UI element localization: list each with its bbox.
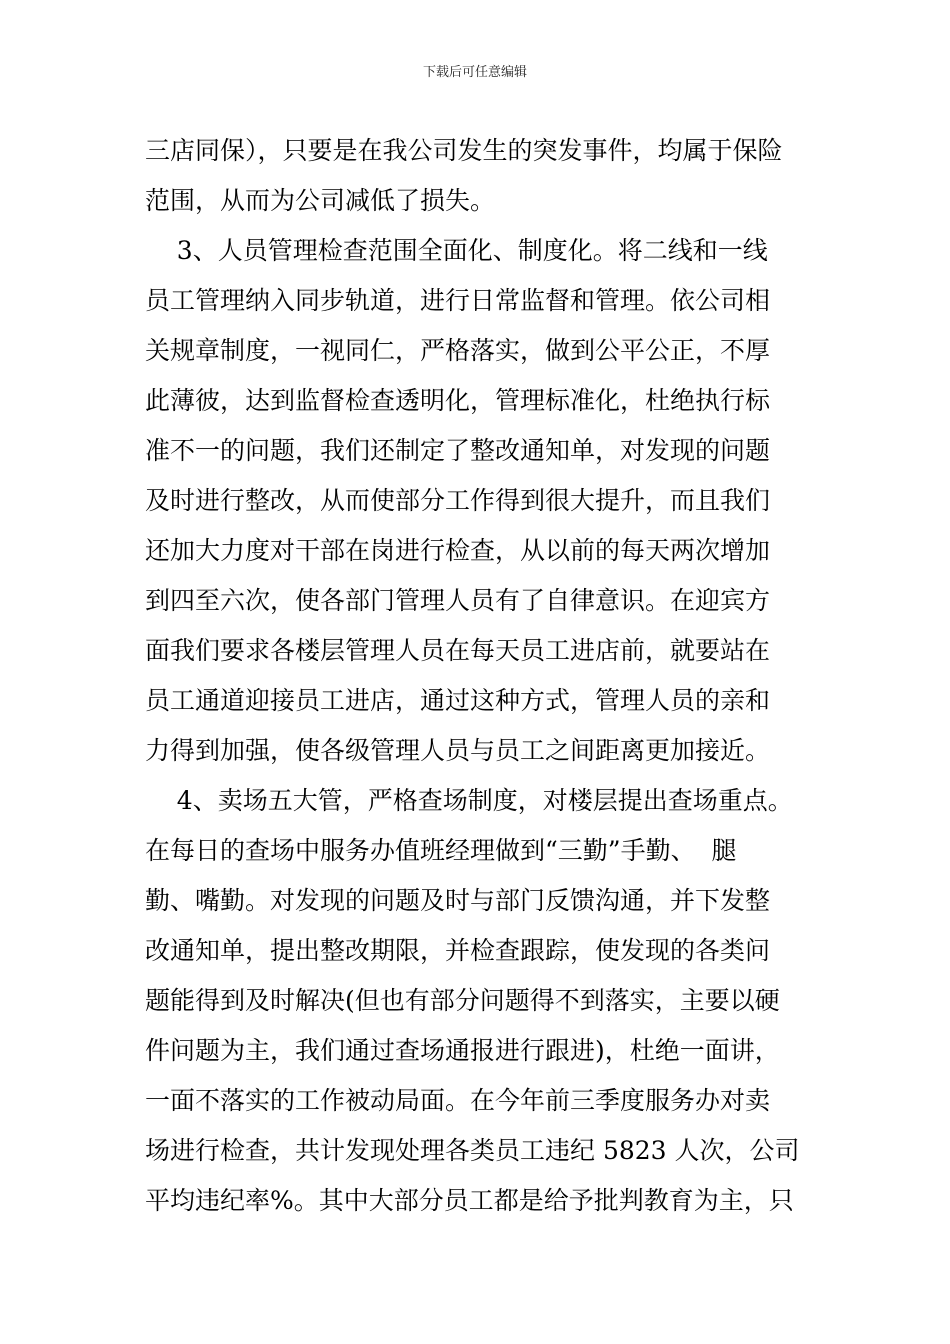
text-line: 此薄彼，达到监督检查透明化，管理标准化，杜绝执行标 bbox=[145, 386, 771, 415]
text-line: 范围，从而为公司减低了损失。 bbox=[145, 186, 496, 215]
page-header: 下载后可任意编辑 bbox=[422, 65, 527, 80]
text-line: 员工管理纳入同步轨道，进行日常监督和管理。依公司相 bbox=[145, 286, 771, 315]
text-line: 员工通道迎接员工进店，通过这种方式，管理人员的亲和 bbox=[145, 686, 771, 715]
text-line: 及时进行整改，从而使部分工作得到很大提升，而且我们 bbox=[145, 486, 771, 515]
text-line: 在每日的查场中服务办值班经理做到“三勤”手勤、 腿 bbox=[145, 836, 737, 865]
text-line: 面我们要求各楼层管理人员在每天员工进店前，就要站在 bbox=[145, 636, 771, 665]
text-line: 平均违纪率%。其中大部分员工都是给予批判教育为主，只 bbox=[145, 1186, 794, 1215]
text-line: 4、卖场五大管，严格查场制度，对楼层提出查场重点。 bbox=[145, 786, 793, 815]
text-line: 关规章制度，一视同仁，严格落实，做到公平公正，不厚 bbox=[145, 336, 771, 365]
text-line: 场进行检查，共计发现处理各类员工违纪 5823 人次，公司 bbox=[145, 1136, 800, 1165]
text-line: 3、人员管理检查范围全面化、制度化。将二线和一线 bbox=[145, 236, 768, 265]
text-line: 改通知单，提出整改期限，并检查跟踪，使发现的各类问 bbox=[145, 936, 771, 965]
text-line: 还加大力度对干部在岗进行检查，从以前的每天两次增加 bbox=[145, 536, 771, 565]
text-line: 准不一的问题，我们还制定了整改通知单，对发现的问题 bbox=[145, 436, 771, 465]
text-line: 到四至六次，使各部门管理人员有了自律意识。在迎宾方 bbox=[145, 586, 771, 615]
text-line: 力得到加强，使各级管理人员与员工之间距离更加接近。 bbox=[145, 736, 771, 765]
document-body bbox=[145, 126, 815, 1226]
text-line: 件问题为主，我们通过查场通报进行跟进)，杜绝一面讲， bbox=[145, 1036, 780, 1065]
text-line: 三店同保），只要是在我公司发生的突发事件，均属于保险 bbox=[145, 136, 783, 165]
text-line: 勤、嘴勤。对发现的问题及时与部门反馈沟通，并下发整 bbox=[145, 886, 771, 915]
text-line: 一面不落实的工作被动局面。在今年前三季度服务办对卖 bbox=[145, 1086, 771, 1115]
text-line: 题能得到及时解决(但也有部分问题得不到落实，主要以硬 bbox=[145, 986, 780, 1015]
